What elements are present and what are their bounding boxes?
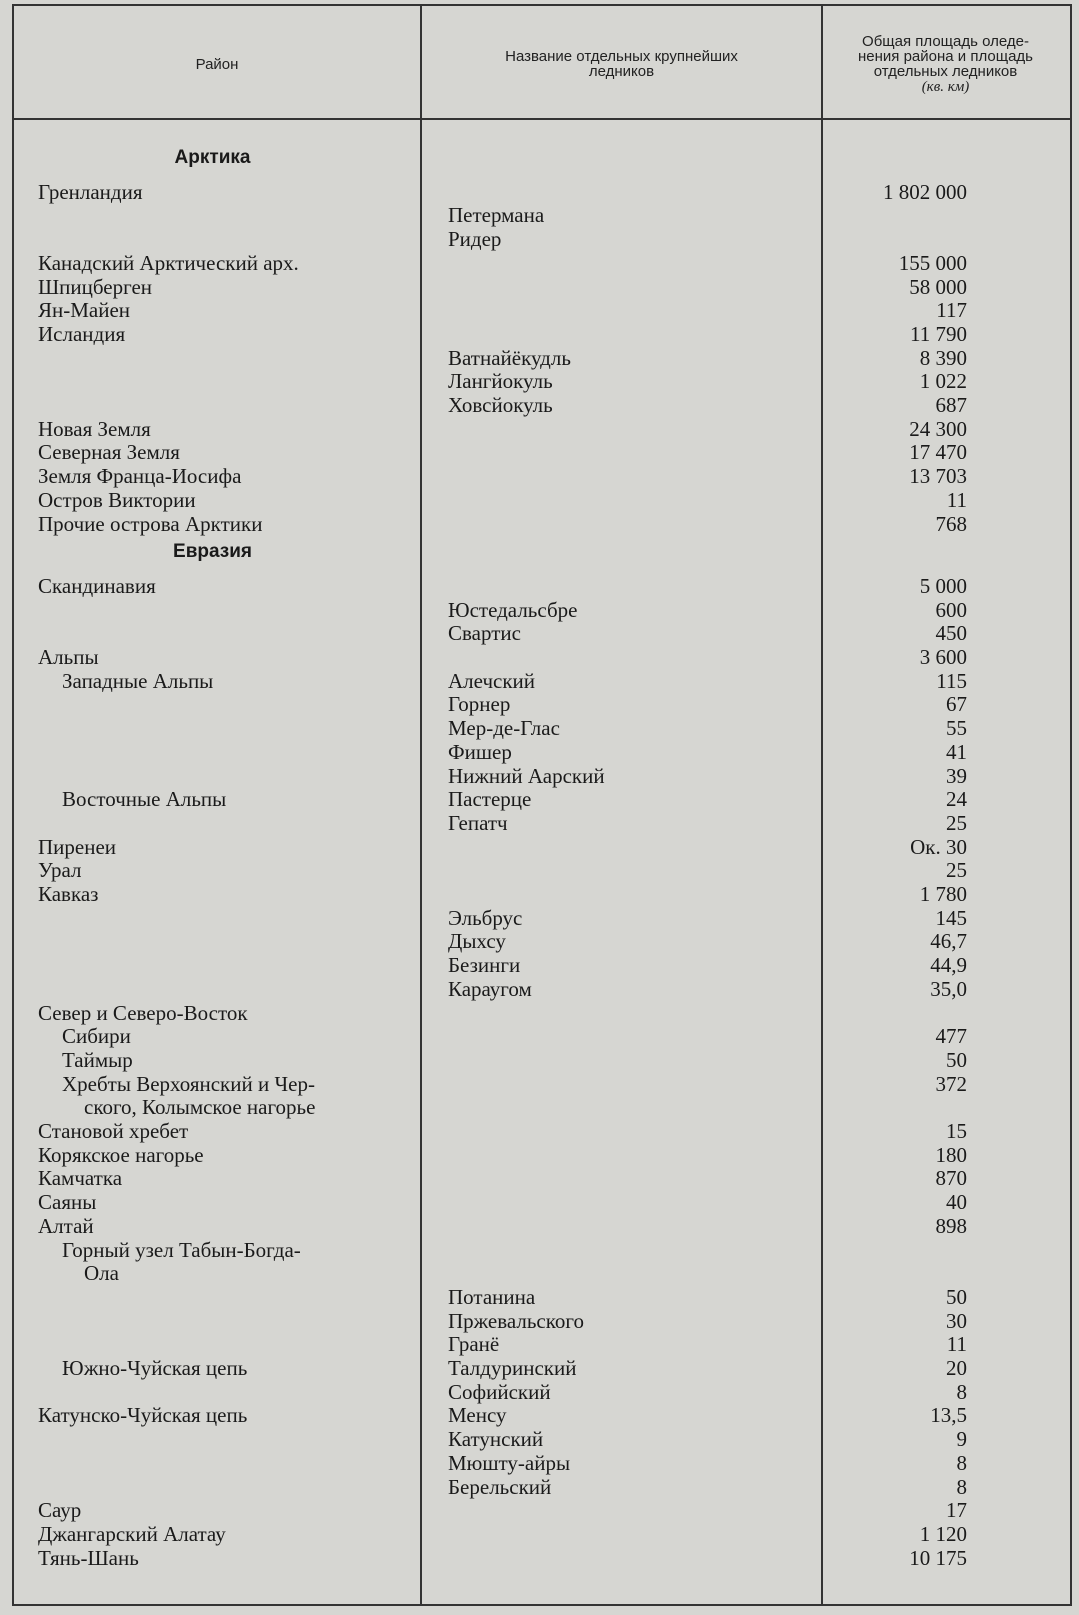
region-cell: Скандинавия bbox=[38, 573, 156, 598]
area-cell: 15 bbox=[946, 1119, 967, 1143]
table-row bbox=[0, 788, 1079, 812]
area-cell: 50 bbox=[946, 1047, 967, 1072]
glacier-cell: Катунский bbox=[448, 1427, 544, 1452]
table-row bbox=[0, 693, 1079, 717]
header-divider bbox=[12, 118, 1072, 120]
table-row bbox=[0, 646, 1079, 670]
region-cell: Хребты Верхоянский и Чер- bbox=[62, 1071, 315, 1096]
table-row bbox=[0, 465, 1079, 489]
glacier-cell: Гепатч bbox=[448, 810, 508, 835]
glacier-cell: Фишер bbox=[448, 739, 512, 764]
table-row bbox=[0, 1404, 1079, 1428]
region-cell: Кавказ bbox=[38, 882, 99, 906]
glacier-cell: Пржевальского bbox=[448, 1308, 584, 1333]
header-area-line2: нения района и площадь bbox=[858, 47, 1033, 65]
glacier-cell: Ридер bbox=[448, 227, 502, 252]
table-row bbox=[0, 930, 1079, 954]
glacier-cell: Юстедальсбре bbox=[448, 597, 578, 622]
area-cell: 1 120 bbox=[919, 1521, 967, 1546]
area-cell: 898 bbox=[935, 1213, 967, 1238]
region-cell: Катунско-Чуйская цепь bbox=[38, 1403, 248, 1428]
area-cell: 8 bbox=[956, 1450, 967, 1475]
header-region bbox=[14, 14, 420, 114]
table-row bbox=[0, 1262, 1079, 1286]
region-cell: ского, Колымское нагорье bbox=[84, 1095, 316, 1120]
glacier-cell: Эльбрус bbox=[448, 905, 523, 930]
table-row bbox=[0, 670, 1079, 694]
area-cell: 17 470 bbox=[909, 440, 967, 465]
header-area-unit: (кв. км) bbox=[921, 78, 970, 95]
table-row bbox=[0, 1049, 1079, 1073]
area-cell: 20 bbox=[946, 1356, 967, 1380]
region-cell: Прочие острова Арктики bbox=[38, 511, 263, 536]
table-row bbox=[0, 1452, 1079, 1476]
table-row bbox=[0, 204, 1079, 228]
region-cell: Гренландия bbox=[38, 179, 143, 204]
glacier-cell: Пастерце bbox=[448, 787, 532, 812]
region-cell: Южно-Чуйская цепь bbox=[62, 1356, 248, 1380]
table-row bbox=[0, 1191, 1079, 1215]
region-cell: Становой хребет bbox=[38, 1119, 189, 1143]
table-row bbox=[0, 1002, 1079, 1026]
area-cell: 1 802 000 bbox=[883, 179, 967, 204]
glacier-cell: Караугом bbox=[448, 976, 532, 1001]
area-cell: 10 175 bbox=[909, 1545, 967, 1570]
region-cell: Саяны bbox=[38, 1190, 97, 1215]
region-cell: Исландия bbox=[38, 321, 126, 346]
area-cell: 40 bbox=[946, 1190, 967, 1215]
table-row bbox=[0, 441, 1079, 465]
region-cell: Джангарский Алатау bbox=[38, 1521, 226, 1546]
table-row bbox=[0, 1167, 1079, 1191]
glacier-cell: Нижний Аарский bbox=[448, 763, 605, 788]
region-cell: Сибири bbox=[62, 1024, 131, 1049]
table-row bbox=[0, 418, 1079, 442]
region-cell: Корякское нагорье bbox=[38, 1142, 204, 1167]
area-cell: 687 bbox=[935, 393, 967, 417]
area-cell: 11 bbox=[946, 487, 967, 512]
header-area-line3: отдельных ледников bbox=[873, 62, 1018, 80]
area-cell: 44,9 bbox=[930, 953, 967, 978]
area-cell: 145 bbox=[935, 905, 967, 930]
table-row bbox=[0, 370, 1079, 394]
table-row bbox=[0, 859, 1079, 883]
area-cell: 9 bbox=[956, 1427, 967, 1452]
glacier-cell: Берельский bbox=[448, 1474, 552, 1499]
glacier-cell: Софийский bbox=[448, 1379, 551, 1404]
region-cell: Горный узел Табын-Богда- bbox=[62, 1237, 301, 1262]
glacier-cell: Алечский bbox=[448, 668, 536, 693]
header-glaciers-line2: ледников bbox=[588, 63, 655, 80]
table-row bbox=[0, 1144, 1079, 1168]
table-row bbox=[0, 1025, 1079, 1049]
region-cell: Канадский Арктический арх. bbox=[38, 250, 299, 275]
area-cell: 8 390 bbox=[919, 345, 967, 370]
area-cell: 8 bbox=[956, 1474, 967, 1499]
region-cell: Алтай bbox=[38, 1213, 94, 1238]
region-cell: Шпицберген bbox=[38, 274, 153, 299]
section-title: Арктика bbox=[174, 147, 251, 168]
table-row bbox=[0, 978, 1079, 1002]
table-row bbox=[0, 1096, 1079, 1120]
region-cell: Земля Франца-Иосифа bbox=[38, 464, 242, 489]
table-row bbox=[0, 276, 1079, 300]
table-row bbox=[0, 1333, 1079, 1357]
region-cell: Новая Земля bbox=[38, 416, 151, 441]
area-cell: 372 bbox=[935, 1071, 967, 1096]
area-cell: 35,0 bbox=[930, 976, 967, 1001]
area-cell: 50 bbox=[946, 1284, 967, 1309]
section-heading-row bbox=[0, 146, 1079, 170]
table-row bbox=[0, 513, 1079, 537]
area-cell: 46,7 bbox=[930, 929, 967, 954]
table-row bbox=[0, 1310, 1079, 1334]
area-cell: 67 bbox=[946, 692, 967, 717]
table-row bbox=[0, 907, 1079, 931]
table-row bbox=[0, 228, 1079, 252]
area-cell: 115 bbox=[936, 668, 967, 693]
glacier-cell: Потанина bbox=[448, 1284, 536, 1309]
table-row bbox=[0, 1357, 1079, 1381]
region-cell: Северная Земля bbox=[38, 440, 180, 465]
table-row bbox=[0, 741, 1079, 765]
section-heading-row bbox=[0, 540, 1079, 564]
glacier-cell: Лангйокуль bbox=[448, 369, 553, 394]
section-title: Евразия bbox=[173, 541, 252, 563]
header-area bbox=[823, 14, 1068, 114]
region-cell: Тянь-Шань bbox=[38, 1545, 139, 1570]
area-cell: 5 000 bbox=[919, 573, 967, 598]
area-cell: 3 600 bbox=[919, 645, 967, 669]
area-cell: 58 000 bbox=[909, 274, 967, 299]
area-cell: 25 bbox=[946, 810, 967, 835]
area-cell: 30 bbox=[946, 1308, 967, 1333]
glacier-cell: Горнер bbox=[448, 692, 511, 717]
area-cell: 155 000 bbox=[898, 250, 967, 275]
area-cell: 1 780 bbox=[919, 882, 967, 906]
area-cell: 11 790 bbox=[910, 321, 967, 346]
glacier-cell: Гранё bbox=[448, 1332, 500, 1357]
table-row bbox=[0, 836, 1079, 860]
table-row bbox=[0, 1499, 1079, 1523]
table-row bbox=[0, 765, 1079, 789]
area-cell: 41 bbox=[946, 739, 967, 764]
glacier-cell: Безинги bbox=[448, 953, 521, 978]
glacier-cell: Менсу bbox=[448, 1403, 507, 1428]
table-row bbox=[0, 599, 1079, 623]
header-area-line1: Общая площадь оледе- bbox=[862, 32, 1029, 50]
table-row bbox=[0, 299, 1079, 323]
area-cell: 600 bbox=[935, 597, 967, 622]
header-region-label: Район bbox=[195, 55, 239, 73]
area-cell: Ок. 30 bbox=[910, 834, 967, 859]
area-cell: 24 300 bbox=[909, 416, 967, 441]
region-cell: Ян-Майен bbox=[38, 298, 131, 323]
area-cell: 25 bbox=[946, 858, 967, 883]
table-row bbox=[0, 1476, 1079, 1500]
glacier-cell: Ховсйокуль bbox=[448, 393, 553, 417]
region-cell: Альпы bbox=[38, 645, 99, 669]
area-cell: 17 bbox=[946, 1498, 967, 1523]
table-top-border bbox=[12, 4, 1072, 6]
table-row bbox=[0, 181, 1079, 205]
area-cell: 1 022 bbox=[919, 369, 967, 394]
region-cell: Камчатка bbox=[38, 1166, 123, 1191]
table-row bbox=[0, 323, 1079, 347]
glacier-cell: Ватнайёкудль bbox=[448, 345, 571, 370]
table-row bbox=[0, 1523, 1079, 1547]
region-cell: Пиренеи bbox=[38, 834, 117, 859]
table-row bbox=[0, 394, 1079, 418]
table-row bbox=[0, 575, 1079, 599]
table-row bbox=[0, 1286, 1079, 1310]
region-cell: Таймыр bbox=[62, 1047, 133, 1072]
table-row bbox=[0, 812, 1079, 836]
region-cell: Западные Альпы bbox=[62, 668, 214, 693]
glacier-cell: Мер-де-Глас bbox=[448, 716, 560, 741]
table-row bbox=[0, 347, 1079, 371]
region-cell: Урал bbox=[38, 858, 82, 883]
area-cell: 11 bbox=[946, 1332, 967, 1357]
area-cell: 180 bbox=[935, 1142, 967, 1167]
table-row bbox=[0, 1381, 1079, 1405]
area-cell: 450 bbox=[935, 621, 967, 646]
table-row bbox=[0, 1547, 1079, 1571]
area-cell: 117 bbox=[936, 298, 967, 323]
table-row bbox=[0, 622, 1079, 646]
table-row bbox=[0, 1215, 1079, 1239]
table-row bbox=[0, 717, 1079, 741]
glacier-cell: Свартис bbox=[448, 621, 521, 646]
area-cell: 870 bbox=[935, 1166, 967, 1191]
area-cell: 13 703 bbox=[909, 464, 967, 489]
glacier-cell: Петермана bbox=[448, 203, 545, 228]
region-cell: Остров Виктории bbox=[38, 487, 196, 512]
area-cell: 477 bbox=[935, 1024, 967, 1049]
table-row bbox=[0, 954, 1079, 978]
glacier-cell: Дыхсу bbox=[448, 929, 506, 954]
glacier-cell: Талдуринский bbox=[448, 1356, 577, 1380]
table-row bbox=[0, 1073, 1079, 1097]
table-row bbox=[0, 1120, 1079, 1144]
area-cell: 13,5 bbox=[930, 1403, 967, 1428]
header-glaciers-line1: Название отдельных крупнейших bbox=[505, 48, 738, 65]
region-cell: Ола bbox=[84, 1261, 119, 1286]
glacier-cell: Мюшту-айры bbox=[448, 1450, 571, 1475]
table-row bbox=[0, 883, 1079, 907]
table-row bbox=[0, 489, 1079, 513]
region-cell: Саур bbox=[38, 1498, 82, 1523]
area-cell: 24 bbox=[946, 787, 967, 812]
area-cell: 768 bbox=[935, 511, 967, 536]
table-row bbox=[0, 252, 1079, 276]
area-cell: 55 bbox=[946, 716, 967, 741]
region-cell: Восточные Альпы bbox=[62, 787, 227, 812]
header-glaciers bbox=[422, 14, 821, 114]
area-cell: 39 bbox=[946, 763, 967, 788]
area-cell: 8 bbox=[956, 1379, 967, 1404]
region-cell: Север и Северо-Восток bbox=[38, 1000, 248, 1025]
table-row bbox=[0, 1428, 1079, 1452]
table-row bbox=[0, 1239, 1079, 1263]
